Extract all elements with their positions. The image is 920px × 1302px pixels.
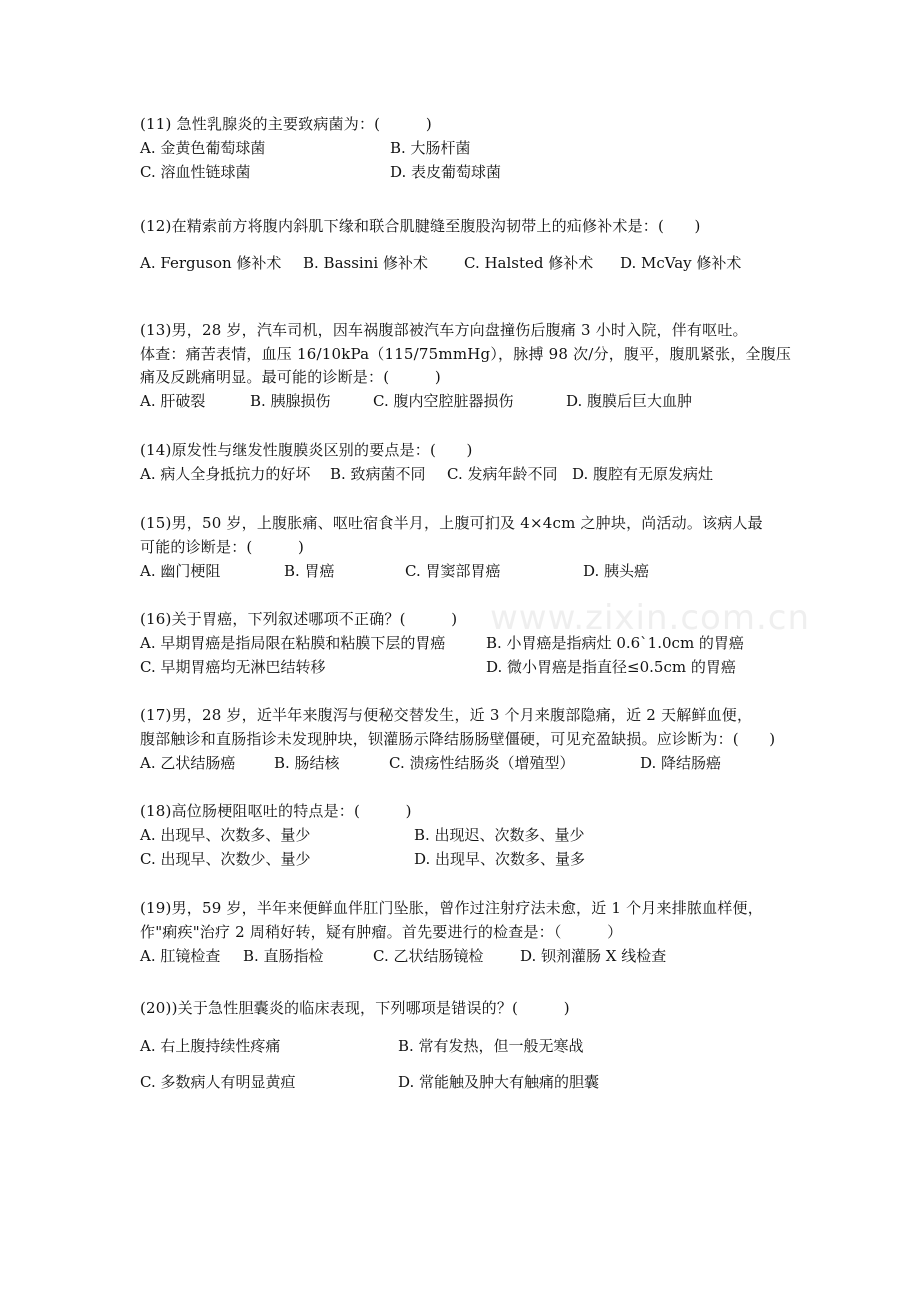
question-19-stem-line-2: 作"痢疾"治疗 2 周稍好转，疑有肿瘤。首先要进行的检查是：（ ）	[140, 923, 623, 941]
question-12-option-a: A. Ferguson 修补术	[140, 254, 282, 272]
question-19-option-b: B. 直肠指检	[243, 947, 324, 965]
question-12-option-c: C. Halsted 修补术	[464, 254, 594, 272]
question-14-option-b: B. 致病菌不同	[330, 465, 426, 483]
question-17-option-a: A. 乙状结肠癌	[140, 754, 236, 772]
question-16-stem: (16)关于胃癌，下列叙述哪项不正确？( )	[140, 610, 458, 628]
question-15-option-d: D. 胰头癌	[583, 562, 650, 580]
question-18-option-b: B. 出现迟、次数多、量少	[414, 826, 585, 844]
question-11-option-a: A. 金黄色葡萄球菌	[140, 139, 266, 157]
question-18-stem: (18)高位肠梗阻呕吐的特点是：( )	[140, 802, 412, 820]
question-14-option-d: D. 腹腔有无原发病灶	[572, 465, 714, 483]
question-19-stem-line-1: (19)男，59 岁，半年来便鲜血伴肛门坠胀，曾作过注射疗法未愈，近 1 个月来排脓血样便，	[140, 899, 763, 917]
question-16-option-a: A. 早期胃癌是指局限在粘膜和粘膜下层的胃癌	[140, 634, 446, 652]
question-18-option-d: D. 出现早、次数多、量多	[414, 850, 586, 868]
question-16-option-d: D. 微小胃癌是指直径≤0.5cm 的胃癌	[486, 658, 736, 676]
question-11-option-d: D. 表皮葡萄球菌	[390, 163, 502, 181]
question-20-option-a: A. 右上腹持续性疼痛	[140, 1037, 281, 1055]
question-17-stem-line-2: 腹部触诊和直肠指诊未发现肿块，钡灌肠示降结肠肠壁僵硬，可见充盈缺损。应诊断为：( )	[140, 730, 776, 748]
question-15-stem-line-1: (15)男，50 岁，上腹胀痛、呕吐宿食半月，上腹可扪及 4×4cm 之肿块，尚活动。该病人最	[140, 514, 763, 532]
question-20-option-b: B. 常有发热，但一般无寒战	[398, 1037, 584, 1055]
question-19-option-c: C. 乙状结肠镜检	[373, 947, 484, 965]
question-13-option-b: B. 胰腺损伤	[250, 392, 331, 410]
question-18-option-a: A. 出现早、次数多、量少	[140, 826, 311, 844]
question-17-option-b: B. 肠结核	[274, 754, 340, 772]
question-12-option-d: D. McVay 修补术	[620, 254, 742, 272]
question-13-option-a: A. 肝破裂	[140, 392, 206, 410]
question-16-option-c: C. 早期胃癌均无淋巴结转移	[140, 658, 326, 676]
question-17-option-c: C. 溃疡性结肠炎（增殖型）	[389, 754, 575, 772]
question-15-option-a: A. 幽门梗阻	[140, 562, 221, 580]
question-17-stem-line-1: (17)男，28 岁，近半年来腹泻与便秘交替发生，近 3 个月来腹部隐痛，近 2 天解鲜血便，	[140, 706, 753, 724]
question-16-option-b: B. 小胃癌是指病灶 0.6`1.0cm 的胃癌	[486, 634, 744, 652]
question-11-option-b: B. 大肠杆菌	[390, 139, 471, 157]
question-20-option-c: C. 多数病人有明显黄疸	[140, 1073, 296, 1091]
question-13-stem-line-2: 体查：痛苦表情，血压 16/10kPa（115/75mmHg），脉搏 98 次/分，腹平，腹肌紧张，全腹压	[140, 345, 792, 363]
question-13-stem-line-1: (13)男，28 岁，汽车司机，因车祸腹部被汽车方向盘撞伤后腹痛 3 小时入院，伴有呕吐。	[140, 321, 748, 339]
watermark: www.zixin.com.cn	[490, 598, 810, 638]
question-11-stem: (11) 急性乳腺炎的主要致病菌为：( )	[140, 115, 432, 133]
question-11-option-c: C. 溶血性链球菌	[140, 163, 251, 181]
question-14-option-c: C. 发病年龄不同	[447, 465, 558, 483]
question-12-option-b: B. Bassini 修补术	[303, 254, 428, 272]
question-13-option-c: C. 腹内空腔脏器损伤	[373, 392, 514, 410]
question-14-stem: (14)原发性与继发性腹膜炎区别的要点是：( )	[140, 441, 473, 459]
question-15-option-c: C. 胃窦部胃癌	[405, 562, 501, 580]
question-15-option-b: B. 胃癌	[284, 562, 335, 580]
question-20-stem: (20))关于急性胆囊炎的临床表现，下列哪项是错误的？( )	[140, 999, 570, 1017]
question-18-option-c: C. 出现早、次数少、量少	[140, 850, 311, 868]
question-19-option-a: A. 肛镜检查	[140, 947, 221, 965]
question-17-option-d: D. 降结肠癌	[640, 754, 722, 772]
question-15-stem-line-2: 可能的诊断是：( )	[140, 538, 305, 556]
question-13-option-d: D. 腹膜后巨大血肿	[566, 392, 693, 410]
question-19-option-d: D. 钡剂灌肠 X 线检查	[520, 947, 667, 965]
question-13-stem-line-3: 痛及反跳痛明显。最可能的诊断是：( )	[140, 368, 441, 386]
question-14-option-a: A. 病人全身抵抗力的好坏	[140, 465, 311, 483]
question-20-option-d: D. 常能触及肿大有触痛的胆囊	[398, 1073, 600, 1091]
question-12-stem: (12)在精索前方将腹内斜肌下缘和联合肌腱缝至腹股沟韧带上的疝修补术是：( )	[140, 217, 701, 235]
